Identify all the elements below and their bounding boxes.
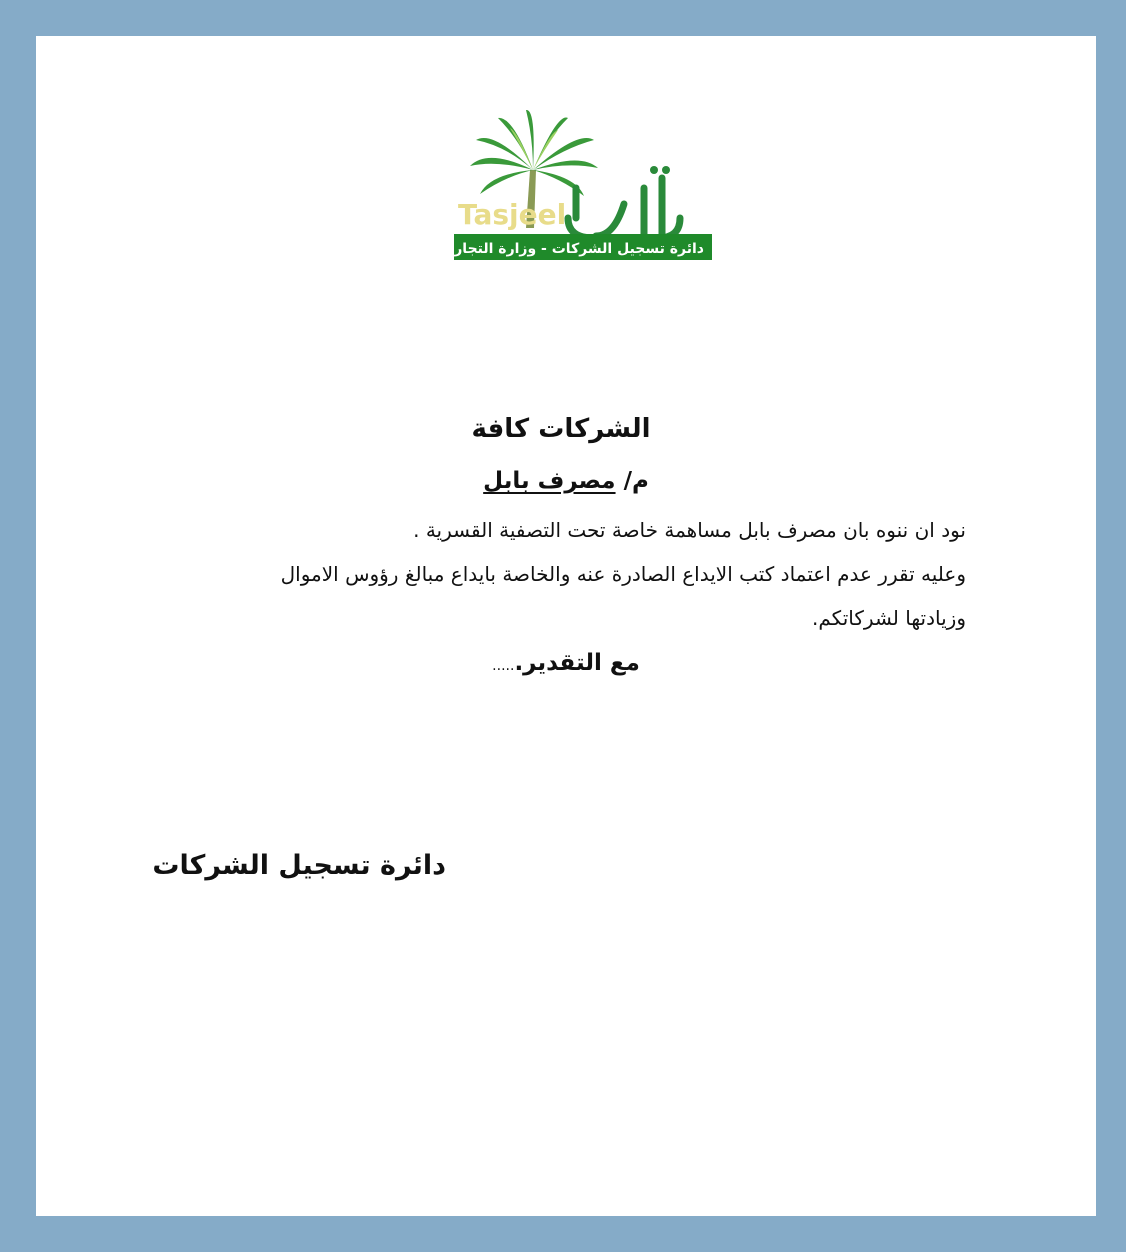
subject-prefix: م/ (623, 468, 649, 494)
closing (36, 650, 1096, 676)
body-line-3: وزيادتها لشركاتكم. (812, 606, 966, 630)
body-line-2: وعليه تقرر عدم اعتماد كتب الايداع الصادرة عنه والخاصة بايداع مبالغ رؤوس الاموال (280, 562, 966, 586)
closing-dots: ..... (492, 658, 515, 674)
brand-latin-text: Tasjeel (458, 198, 567, 231)
tasjeel-logo (418, 108, 704, 258)
letter-title: الشركات كافة (471, 414, 651, 444)
letter-subject (36, 468, 1096, 494)
tagline-text: دائرة تسجيل الشركات - وزارة التجارة (445, 241, 704, 257)
document-page (36, 36, 1096, 1216)
arabic-brand-mark (568, 178, 680, 238)
subject-name: مصرف بابل (483, 468, 616, 494)
closing-text: مع التقدير. (514, 650, 640, 676)
body-line-1: نود ان ننوه بان مصرف بابل مساهمة خاصة تحت التصفية القسرية . (413, 518, 966, 542)
signature: دائرة تسجيل الشركات (152, 850, 446, 881)
